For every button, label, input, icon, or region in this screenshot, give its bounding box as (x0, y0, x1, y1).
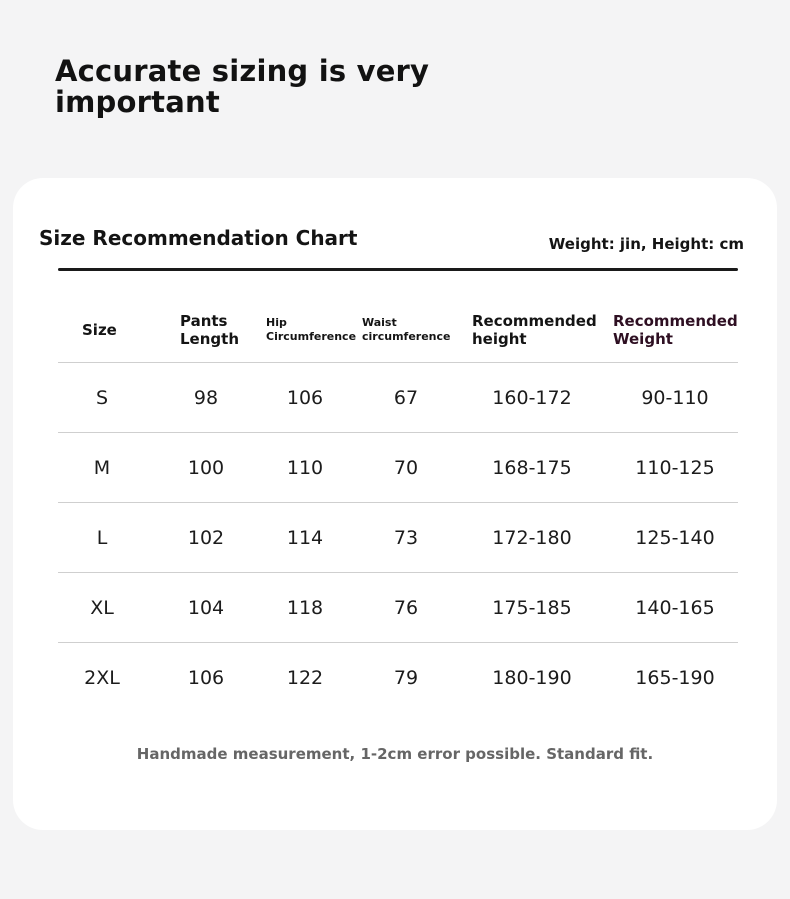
header-recommended-height (472, 298, 597, 362)
table-row (58, 643, 738, 712)
header-waist-circumference (362, 298, 450, 362)
cell-size: S (95, 386, 109, 409)
header-pants-length (180, 298, 239, 362)
header-pants-length-line-1: Pants (180, 312, 228, 330)
cell-waist: 73 (393, 526, 419, 549)
cell-waist: 70 (393, 456, 419, 479)
cell-pants-length: 100 (187, 456, 225, 479)
cell-height: 175-185 (492, 596, 572, 619)
cell-size: M (93, 456, 111, 479)
cell-pants-length: 104 (187, 596, 225, 619)
header-size (82, 298, 117, 362)
table-row (58, 573, 738, 643)
cell-hip: 118 (286, 596, 324, 619)
cell-waist: 67 (393, 386, 419, 409)
header-hip-circumference (266, 298, 356, 362)
table-header-row (58, 298, 738, 363)
cell-waist: 76 (393, 596, 419, 619)
headline-line-1: Accurate sizing is very (55, 54, 430, 88)
cell-height: 172-180 (492, 526, 572, 549)
header-weight-line-2: Weight (613, 330, 673, 348)
cell-weight: 125-140 (635, 526, 715, 549)
chart-title: Size Recommendation Chart (39, 226, 358, 250)
header-weight-line-1: Recommended (613, 312, 738, 330)
header-hip-line-1: Hip (266, 316, 287, 329)
table-row (58, 433, 738, 503)
cell-hip: 122 (286, 666, 324, 689)
table-row (58, 503, 738, 573)
cell-size: XL (90, 596, 114, 619)
cell-pants-length: 102 (187, 526, 225, 549)
header-recommended-weight (613, 298, 738, 362)
size-chart-card (13, 178, 777, 830)
header-waist-line-1: Waist (362, 316, 397, 329)
title-divider (58, 268, 738, 271)
measurement-footnote: Handmade measurement, 1-2cm error possible. Standard fit. (136, 745, 654, 763)
header-height-line-1: Recommended (472, 312, 597, 330)
cell-height: 168-175 (492, 456, 572, 479)
header-size-label: Size (82, 321, 117, 339)
cell-weight: 140-165 (635, 596, 715, 619)
header-height-line-2: height (472, 330, 527, 348)
size-table (58, 298, 738, 712)
page-headline (55, 56, 475, 118)
cell-waist: 79 (393, 666, 419, 689)
cell-hip: 110 (286, 456, 324, 479)
cell-hip: 106 (286, 386, 324, 409)
headline-line-2: important (55, 85, 220, 119)
cell-weight: 165-190 (635, 666, 715, 689)
cell-weight: 110-125 (635, 456, 715, 479)
table-row (58, 363, 738, 433)
cell-hip: 114 (286, 526, 324, 549)
cell-size: L (96, 526, 108, 549)
cell-pants-length: 106 (187, 666, 225, 689)
cell-weight: 90-110 (641, 386, 709, 409)
units-note: Weight: jin, Height: cm (548, 235, 744, 253)
cell-size: 2XL (84, 666, 120, 689)
cell-height: 160-172 (492, 386, 572, 409)
header-waist-line-2: circumference (362, 330, 451, 343)
cell-pants-length: 98 (193, 386, 219, 409)
cell-height: 180-190 (492, 666, 572, 689)
header-pants-length-line-2: Length (180, 330, 239, 348)
header-hip-line-2: Circumference (266, 330, 357, 343)
